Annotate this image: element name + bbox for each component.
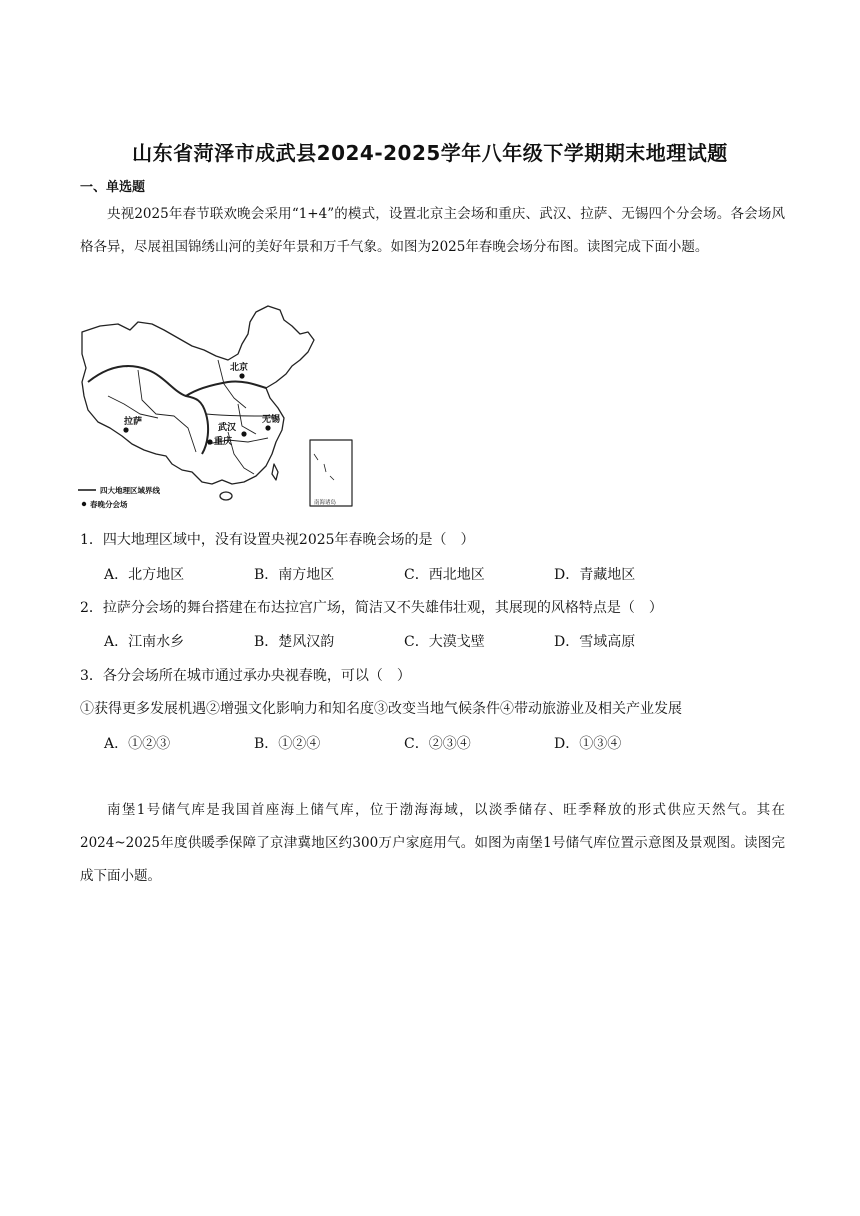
question-1-options [104, 564, 704, 584]
option-a[interactable]: A．北方地区 [104, 567, 185, 583]
map-inset-label: 南海诸岛 [314, 500, 337, 506]
option-d[interactable]: D．青藏地区 [554, 567, 636, 583]
option-b[interactable]: B．楚风汉韵 [254, 634, 335, 650]
section-heading: 一、单选题 [80, 180, 146, 195]
option-c[interactable]: C．大漠戈壁 [404, 634, 485, 650]
region-boundary [186, 381, 266, 396]
taiwan-island [272, 464, 278, 480]
inset-frame [310, 440, 352, 506]
china-map-figure [78, 304, 364, 512]
passage-2: 南堡1号储气库是我国首座海上储气库，位于渤海海域，以淡季储存、旺季释放的形式供应天然气。其在2024~2025年度供暖季保障了京津冀地区约300万户家庭用气。如图为南堡1号储气库位置示意图及景观图。读图完成下面小题。 [80, 802, 785, 884]
passage-1: 央视2025年春节联欢晚会采用“1+4”的模式，设置北京主会场和重庆、武汉、拉萨、无锡四个分会场。各会场风格各异，尽展祖国锦绣山河的美好年景和万千气象。如图为2025年春晚会场分布图。读图完成下面小题。 [80, 206, 785, 255]
option-a[interactable]: A．①②③ [104, 736, 171, 752]
question-3-statements: ①获得更多发展机遇②增强文化影响力和知名度③改变当地气候条件④带动旅游业及相关产业发展 [80, 701, 682, 717]
question-2-options [104, 631, 704, 651]
map-label-beijing: 北京 [230, 363, 249, 373]
map-label-wuhan: 武汉 [218, 423, 237, 433]
option-c[interactable]: C．②③④ [404, 736, 471, 752]
option-b[interactable]: B．①②④ [254, 736, 321, 752]
map-label-chongqing: 重庆 [214, 437, 233, 447]
option-d[interactable]: D．雪域高原 [554, 634, 636, 650]
hainan-island [220, 492, 232, 500]
china-outline [82, 306, 314, 484]
page-title: 山东省菏泽市成武县2024-2025学年八年级下学期期末地理试题 [132, 141, 728, 165]
option-d[interactable]: D．①③④ [554, 736, 622, 752]
question-2-stem: 2．拉萨分会场的舞台搭建在布达拉宫广场，简洁又不失雄伟壮观，其展现的风格特点是（ ） [80, 600, 663, 616]
question-3-stem: 3．各分会场所在城市通过承办央视春晚，可以（ ） [80, 668, 411, 684]
map-label-wuxi: 无锡 [262, 415, 281, 425]
option-a[interactable]: A．江南水乡 [104, 634, 185, 650]
option-c[interactable]: C．西北地区 [404, 567, 485, 583]
map-legend-venue: 春晚分会场 [90, 500, 128, 509]
question-1-stem: 1．四大地理区域中，没有设置央视2025年春晚会场的是（ ） [80, 532, 475, 548]
question-3-options [104, 733, 704, 753]
map-label-lhasa: 拉萨 [124, 417, 143, 427]
option-b[interactable]: B．南方地区 [254, 567, 335, 583]
region-boundary [88, 366, 208, 454]
map-legend-boundary: 四大地理区域界线 [100, 486, 160, 495]
